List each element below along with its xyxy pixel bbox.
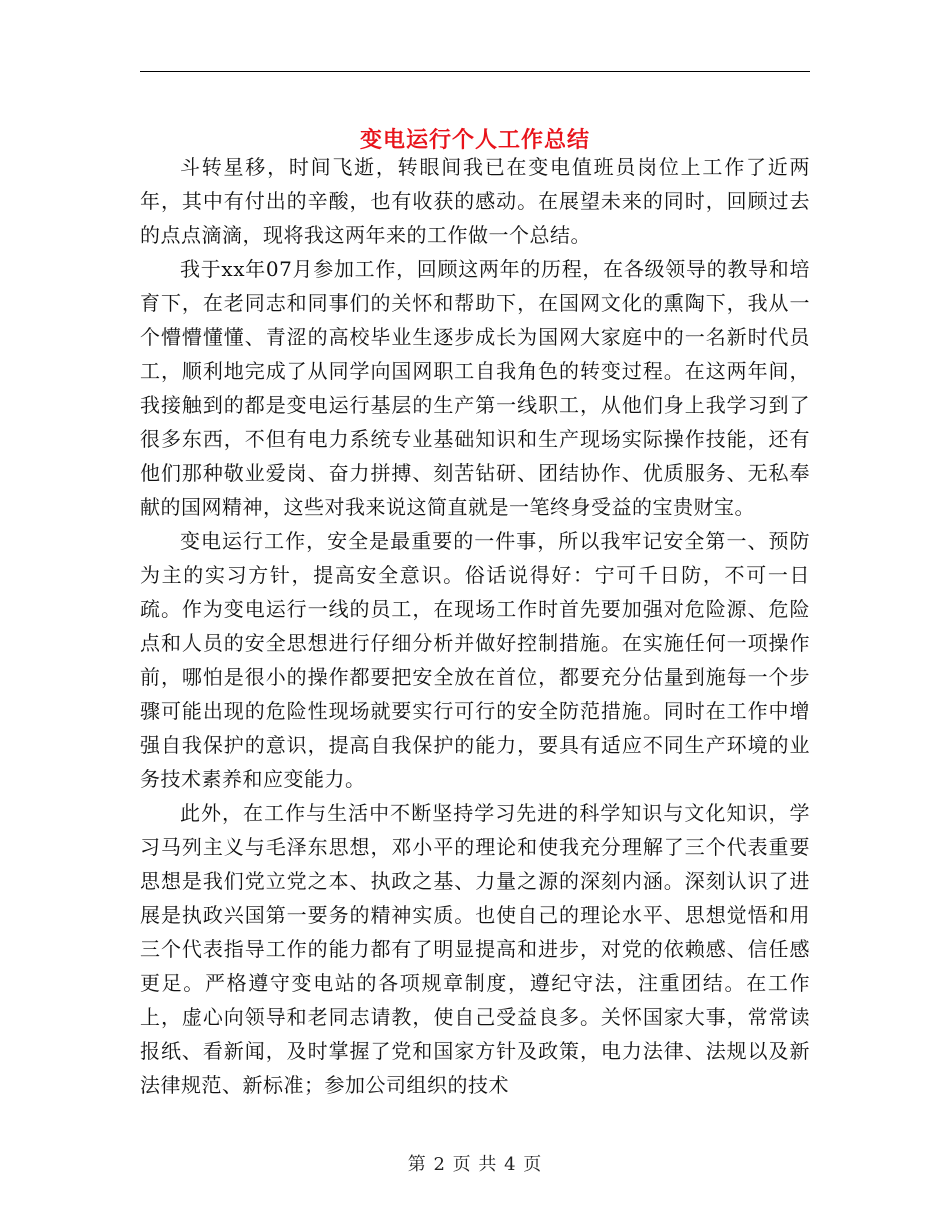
document-title: 变电运行个人工作总结 [359, 126, 590, 153]
page-number: 第 2 页 共 4 页 [407, 1154, 543, 1175]
paragraph-3: 变电运行工作，安全是最重要的一件事，所以我牢记安全第一、预防为主的实习方针，提高安全意识。俗话说得好：宁可千日防，不可一日疏。作为变电运行一线的员工，在现场工作时首先要加强对危险源、危险点和人员的安全思想进行仔细分析并做好控制措施。在实施任何一项操作前，哪怕是很小的操作都要把安全放在首位，都要充分估量到施每一个步骤可能出现的危险性现场就要实行可行的安全防范措施。同时在工作中增强自我保护的意识，提高自我保护的能力，要具有适应不同生产环境的业务技术素养和应变能力。 [140, 529, 810, 791]
paragraph-1: 斗转星移，时间飞逝，转眼间我已在变电值班员岗位上工作了近两年，其中有付出的辛酸，也有收获的感动。在展望未来的同时，回顾过去的点点滴滴，现将我这两年来的工作做一个总结。 [140, 155, 810, 247]
paragraph-2: 我于xx年07月参加工作，回顾这两年的历程，在各级领导的教导和培育下，在老同志和同事们的关怀和帮助下，在国网文化的熏陶下，我从一个懵懵懂懂、青涩的高校毕业生逐步成长为国网大家庭中的一名新时代员工，顺利地完成了从同学向国网职工自我角色的转变过程。在这两年间，我接触到的都是变电运行基层的生产第一线职工，从他们身上我学习到了很多东西，不但有电力系统专业基础知识和生产现场实际操作技能，还有他们那种敬业爱岗、奋力拼搏、刻苦钻研、团结协作、优质服务、无私奉献的国网精神，这些对我来说这简直就是一笔终身受益的宝贵财宝。 [140, 257, 810, 519]
header-rule [140, 71, 810, 72]
document-body [140, 150, 810, 1102]
paragraph-4: 此外，在工作与生活中不断坚持学习先进的科学知识与文化知识，学习马列主义与毛泽东思想，邓小平的理论和使我充分理解了三个代表重要思想是我们党立党之本、执政之基、力量之源的深刻内涵。深刻认识了进展是执政兴国第一要务的精神实质。也使自己的理论水平、思想觉悟和用三个代表指导工作的能力都有了明显提高和进步，对党的依赖感、信任感更足。严格遵守变电站的各项规章制度，遵纪守法，注重团结。在工作上，虚心向领导和老同志请教，使自己受益良多。关怀国家大事，常常读报纸、看新闻，及时掌握了党和国家方针及政策，电力法律、法规以及新法律规范、新标准；参加公司组织的技术 [140, 801, 810, 1097]
